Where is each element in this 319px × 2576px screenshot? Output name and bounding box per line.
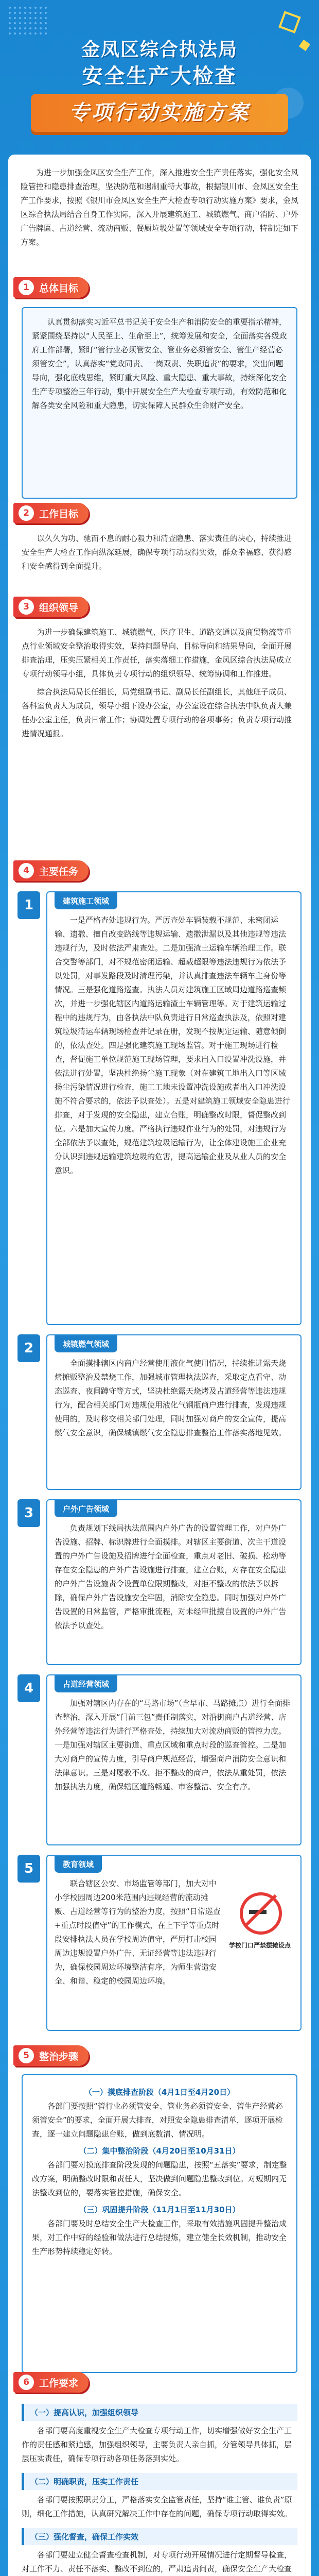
decorative-square bbox=[278, 11, 301, 33]
overall-goal-box bbox=[22, 307, 297, 499]
intro-paragraph: 为进一步加强金凤区安全生产工作，深入推进安全生产责任落实，强化安全风险管控和隐患排查治理，坚决防范和遏制重特大事故，根据银川市、金凤区安全生产工作要求，按照《银川市金凤区安全生产大检查专项行动实施方案》要求，金凤区综合执法局结合自身工作实际，深入开展建筑施工、城镇燃气、商户消防、户外广告牌匾、占道经营、流动商贩、餐厨垃圾处置等领域安全专项行动，特制定如下方案。 bbox=[21, 168, 299, 247]
task-street-vending bbox=[17, 1674, 302, 1844]
section-header-requirements: 6 工作要求 bbox=[13, 2372, 88, 2393]
steps-box bbox=[22, 2074, 297, 2373]
page-title-plan: 专项行动实施方案 bbox=[31, 94, 288, 132]
main-card bbox=[8, 155, 311, 2576]
phase-title: （一）摸底排查阶段（4月1日至4月20日） bbox=[84, 2088, 235, 2097]
no-stall-sign bbox=[226, 1877, 293, 1988]
section-header-main-tasks: 4 主要任务 bbox=[13, 860, 88, 881]
phase-title: （三）巩固提升阶段（11月1日至11月30日） bbox=[79, 2205, 240, 2214]
task-number: 5 bbox=[17, 1855, 40, 1883]
section-header-work-goal: 2 工作目标 bbox=[13, 503, 88, 523]
requirement-title: （一）提高认识，加强组织领导 bbox=[22, 2404, 297, 2421]
task-tag: 户外广告领域 bbox=[55, 1500, 117, 1517]
task-tag: 教育领域 bbox=[55, 1856, 102, 1873]
task-tag: 建筑施工领域 bbox=[55, 892, 117, 909]
task-number: 1 bbox=[17, 891, 40, 919]
phase-text: 各部门要按照“管行业必须管安全、管业务必须管安全、管生产经营必须管安全”的要求，全面开展大排查，对照安全隐患排查清单，逐项开展检查，逐一建立问题隐患台账，做到底数清、情况明。 bbox=[32, 2102, 283, 2139]
task-education bbox=[17, 1855, 302, 2030]
section-header-overall-goal: 1 总体目标 bbox=[13, 277, 88, 298]
phase-text: 各部门要及时总结安全生产大检查工作，采取有效措施巩固提升整治成果，对工作中好的经验和做法进行总结提炼，建立健全长效机制，推动安全生产形势持续稳定好转。 bbox=[32, 2219, 287, 2256]
requirement-text: 各部门要建立健全督查检查机制，对专项行动开展情况进行定期督导检查，对工作不力、责任不落实、整改不到位的，严肃追责问责，确保安全生产大检查 bbox=[22, 2550, 292, 2573]
section-header-steps: 5 整治步骤 bbox=[13, 2045, 88, 2066]
task-tag: 城镇燃气领域 bbox=[55, 1335, 117, 1352]
requirement-title: （三）强化督查，确保工作实效 bbox=[22, 2528, 297, 2545]
task-text: 全面摸排辖区内商户经营使用液化气使用情况，持续推进露天烧烤摊贩整治及禁烧工作，加强城市管理执法巡查，采取定点看守、动态巡查、夜间蹲守等方式，坚决杜绝露天烧烤及占道经营等违法违规行为，配合相关部门对违规使用液化气钢瓶商户进行排查，发现违规使用的，及时移交相关部门处理，同时加强对商户的安全宣传，提高燃气安全意识，确保城镇燃气安全隐患排查整治工作落实落地见效。 bbox=[55, 1359, 287, 1437]
task-text: 联合辖区公安、市场监管等部门，加大对中小学校园周边200米范围内违规经营的流动摊贩、占道经营等行为的整治力度，按照“日常巡查+重点时段值守”的工作模式，在上下学等重点时段安排执法人员在学校周边值守，严厉打击校园周边违规设置户外广告、无证经营等违法违规行为，确保校园周边环境整洁有序，为师生营造安全、和谐、稳定的校园周边环境。 bbox=[55, 1879, 221, 1986]
task-text: 负责规划下线局执法范围内户外广告的设置管理工作，对户外广告设施、招牌、标识牌进行全面摸排。对辖区主要街道、次主干道设置的户外广告设施及招牌进行全面检查，重点对老旧、破损、松动等存在安全隐患的户外广告设施进行排查，建立台账，对存在安全隐患的户外广告设施责令设置单位限期整改，对拒不整改的依法予以拆除，确保户外广告设施安全牢固，消除安全隐患。同时加强对户外广告设置的日常监管，严格审批流程，对未经审批擅自设置的户外广告依法予以查处。 bbox=[55, 1523, 287, 1630]
requirement-text: 各部门要按照职责分工，严格落实安全监管责任，坚持“谁主管、谁负责”原则，细化工作措施，认真研究解决工作中存在的问题，确保专项行动取得实效。 bbox=[22, 2495, 292, 2518]
no-stall-icon bbox=[240, 1892, 282, 1935]
task-tag: 占道经营领域 bbox=[55, 1675, 117, 1692]
task-number: 2 bbox=[17, 1334, 40, 1362]
leadership-text-1: 为进一步确保建筑施工、城镇燃气、医疗卫生、道路交通以及商贸物流等重点行业领域安全整治取得实效，坚持问题导向、目标导向和结果导向，全面开展排查治理，压实压紧相关工作责任，落实落细工作措施，金凤区综合执法局成立专项行动领导小组，具体负责专项行动的组织领导、统筹协调和工作推进。 bbox=[22, 628, 292, 679]
hero-banner bbox=[0, 0, 319, 155]
work-goal-text: 以久久为功、驰而不息的耐心毅力和清查隐患、落实责任的决心，持续推进安全生产大检查工作向纵深延展，确保专项行动取得实效，群众幸福感、获得感和安全感得到全面提升。 bbox=[22, 534, 292, 571]
overall-goal-text: 认真贯彻落实习近平总书记关于安全生产和消防安全的重要指示精神，紧紧围绕坚持以“人民至上、生命至上”，统筹发展和安全，全面落实各级政府工作部署，紧盯“管行业必须管安全、管业务必须管安全、管生产经营必须管安全”，认真落实“党政同责、一岗双责、失职追责”的要求，突出问题导向，强化底线思维，紧盯重大风险、重大隐患、重大事故，持续深化安全生产专项整治三年行动，集中开展安全生产大检查专项行动，有效防范和化解各类安全风险和重大隐患，切实保障人民群众生命财产安全。 bbox=[32, 317, 287, 410]
phase-text: 各部门要对摸底排查阶段发现的问题隐患，按照“五落实”要求，制定整改方案，明确整改时限和责任人，坚决做到问题隐患整改到位。对短期内无法整改到位的，要落实管控措施，确保安全。 bbox=[32, 2160, 287, 2197]
task-construction bbox=[17, 891, 302, 1324]
section-header-leadership: 3 组织领导 bbox=[13, 597, 88, 617]
task-number: 3 bbox=[17, 1499, 40, 1527]
requirement-text: 各部门要高度重视安全生产大检查专项行动工作，切实增强做好安全生产工作的责任感和紧迫感，加强组织领导，主要负责人亲自抓，分管领导具体抓，层层压实责任，确保专项行动各项任务落到实处。 bbox=[22, 2426, 292, 2463]
task-text: 一是严格查处违规行为。严厉查处车辆装载不规范、未密闭运输、遗撒、擅自改变路线等违规运输、遗撒泄漏以及其他违规等违法违规行为，及时依法严肃查处。二是加强渣土运输车辆治理工作。联合交警等部门，对不规范密闭运输、超载超限等违法违规行为依法予以处罚，对事发路段及时清理污染，并认真排查违法车辆车主身份等情况。三是强化道路巡查。执法人员对建筑施工区域周边道路巡查频次，并进一步强化辖区内道路运输渣土车辆管理等。对于建筑运输过程中的违规行为，由各执法中队负责进行日常巡查执法及，依照对建筑垃圾清运车辆现场检查并记录在册，发现不按规定运输、随意倾倒的，依法查处。四是强化建筑施工现场监管。对于施工现场进行检查，督促施工单位规范施工现场管理，要求出入口设置冲洗设施，并依法进行处置，坚决杜绝扬尘施工现象（对在建筑工地出入口等区域扬尘污染情况进行检查，施工工地未设置冲洗设施或者出入口冲洗设施不符合要求的，依法予以查处）。五是对建筑施工领域安全隐患进行排查，对于发现的安全隐患，建立台账，明确整改时限，督促整改到位。六是加大宣传力度。严格执行违规作业行为的处罚，对违规行为全部依法予以查处，规范建筑垃圾运输行为，让全体建设施工企业充分认识到违规运输建筑垃圾的危害，提高运输企业及从业人员的安全意识。 bbox=[55, 916, 290, 1175]
sign-caption: 学校门口严禁摆摊设点 bbox=[228, 1942, 291, 1949]
page-title-org: 金凤区综合执法局 bbox=[81, 39, 238, 60]
task-outdoor-ads bbox=[17, 1499, 302, 1664]
requirements-list bbox=[22, 2397, 297, 2576]
page-title-main: 安全生产大检查 bbox=[82, 64, 237, 88]
task-text: 加强对辖区内存在的“马路市场”（含早市、马路摊点）进行全面排查整治，深入开展“门前三包”责任制落实，对沿街商户占道经营、店外经营等违法行为进行严格查处，持续加大对流动商贩的管控力度。一是加强对辖区主要街道、重点区域和重点时段的巡查管控。二是加大对商户的宣传力度，引导商户规范经营，增强商户消防安全意识和法律意识。三是对屡教不改、拒不整改的商户，依法从重处罚，依法加强执法力度，确保辖区道路畅通、市容整洁、安全有序。 bbox=[55, 1699, 291, 1791]
requirement-title: （二）明确职责，压实工作责任 bbox=[22, 2473, 297, 2490]
task-gas bbox=[17, 1334, 302, 1489]
leadership-text-2: 综合执法局局长任组长，局党组副书记、副局长任副组长，其他班子成员、各科室负责人为成员，领导小组下设办公室，办公室设在综合执法中队负责人兼任办公室主任，负责日常工作；协调处置专项行动的各项事务；负责专项行动推进情况通报。 bbox=[22, 687, 292, 738]
decorative-dots bbox=[7, 5, 48, 36]
task-number: 4 bbox=[17, 1674, 40, 1702]
phase-title: （二）集中整治阶段（4月20日至10月31日） bbox=[79, 2146, 240, 2156]
